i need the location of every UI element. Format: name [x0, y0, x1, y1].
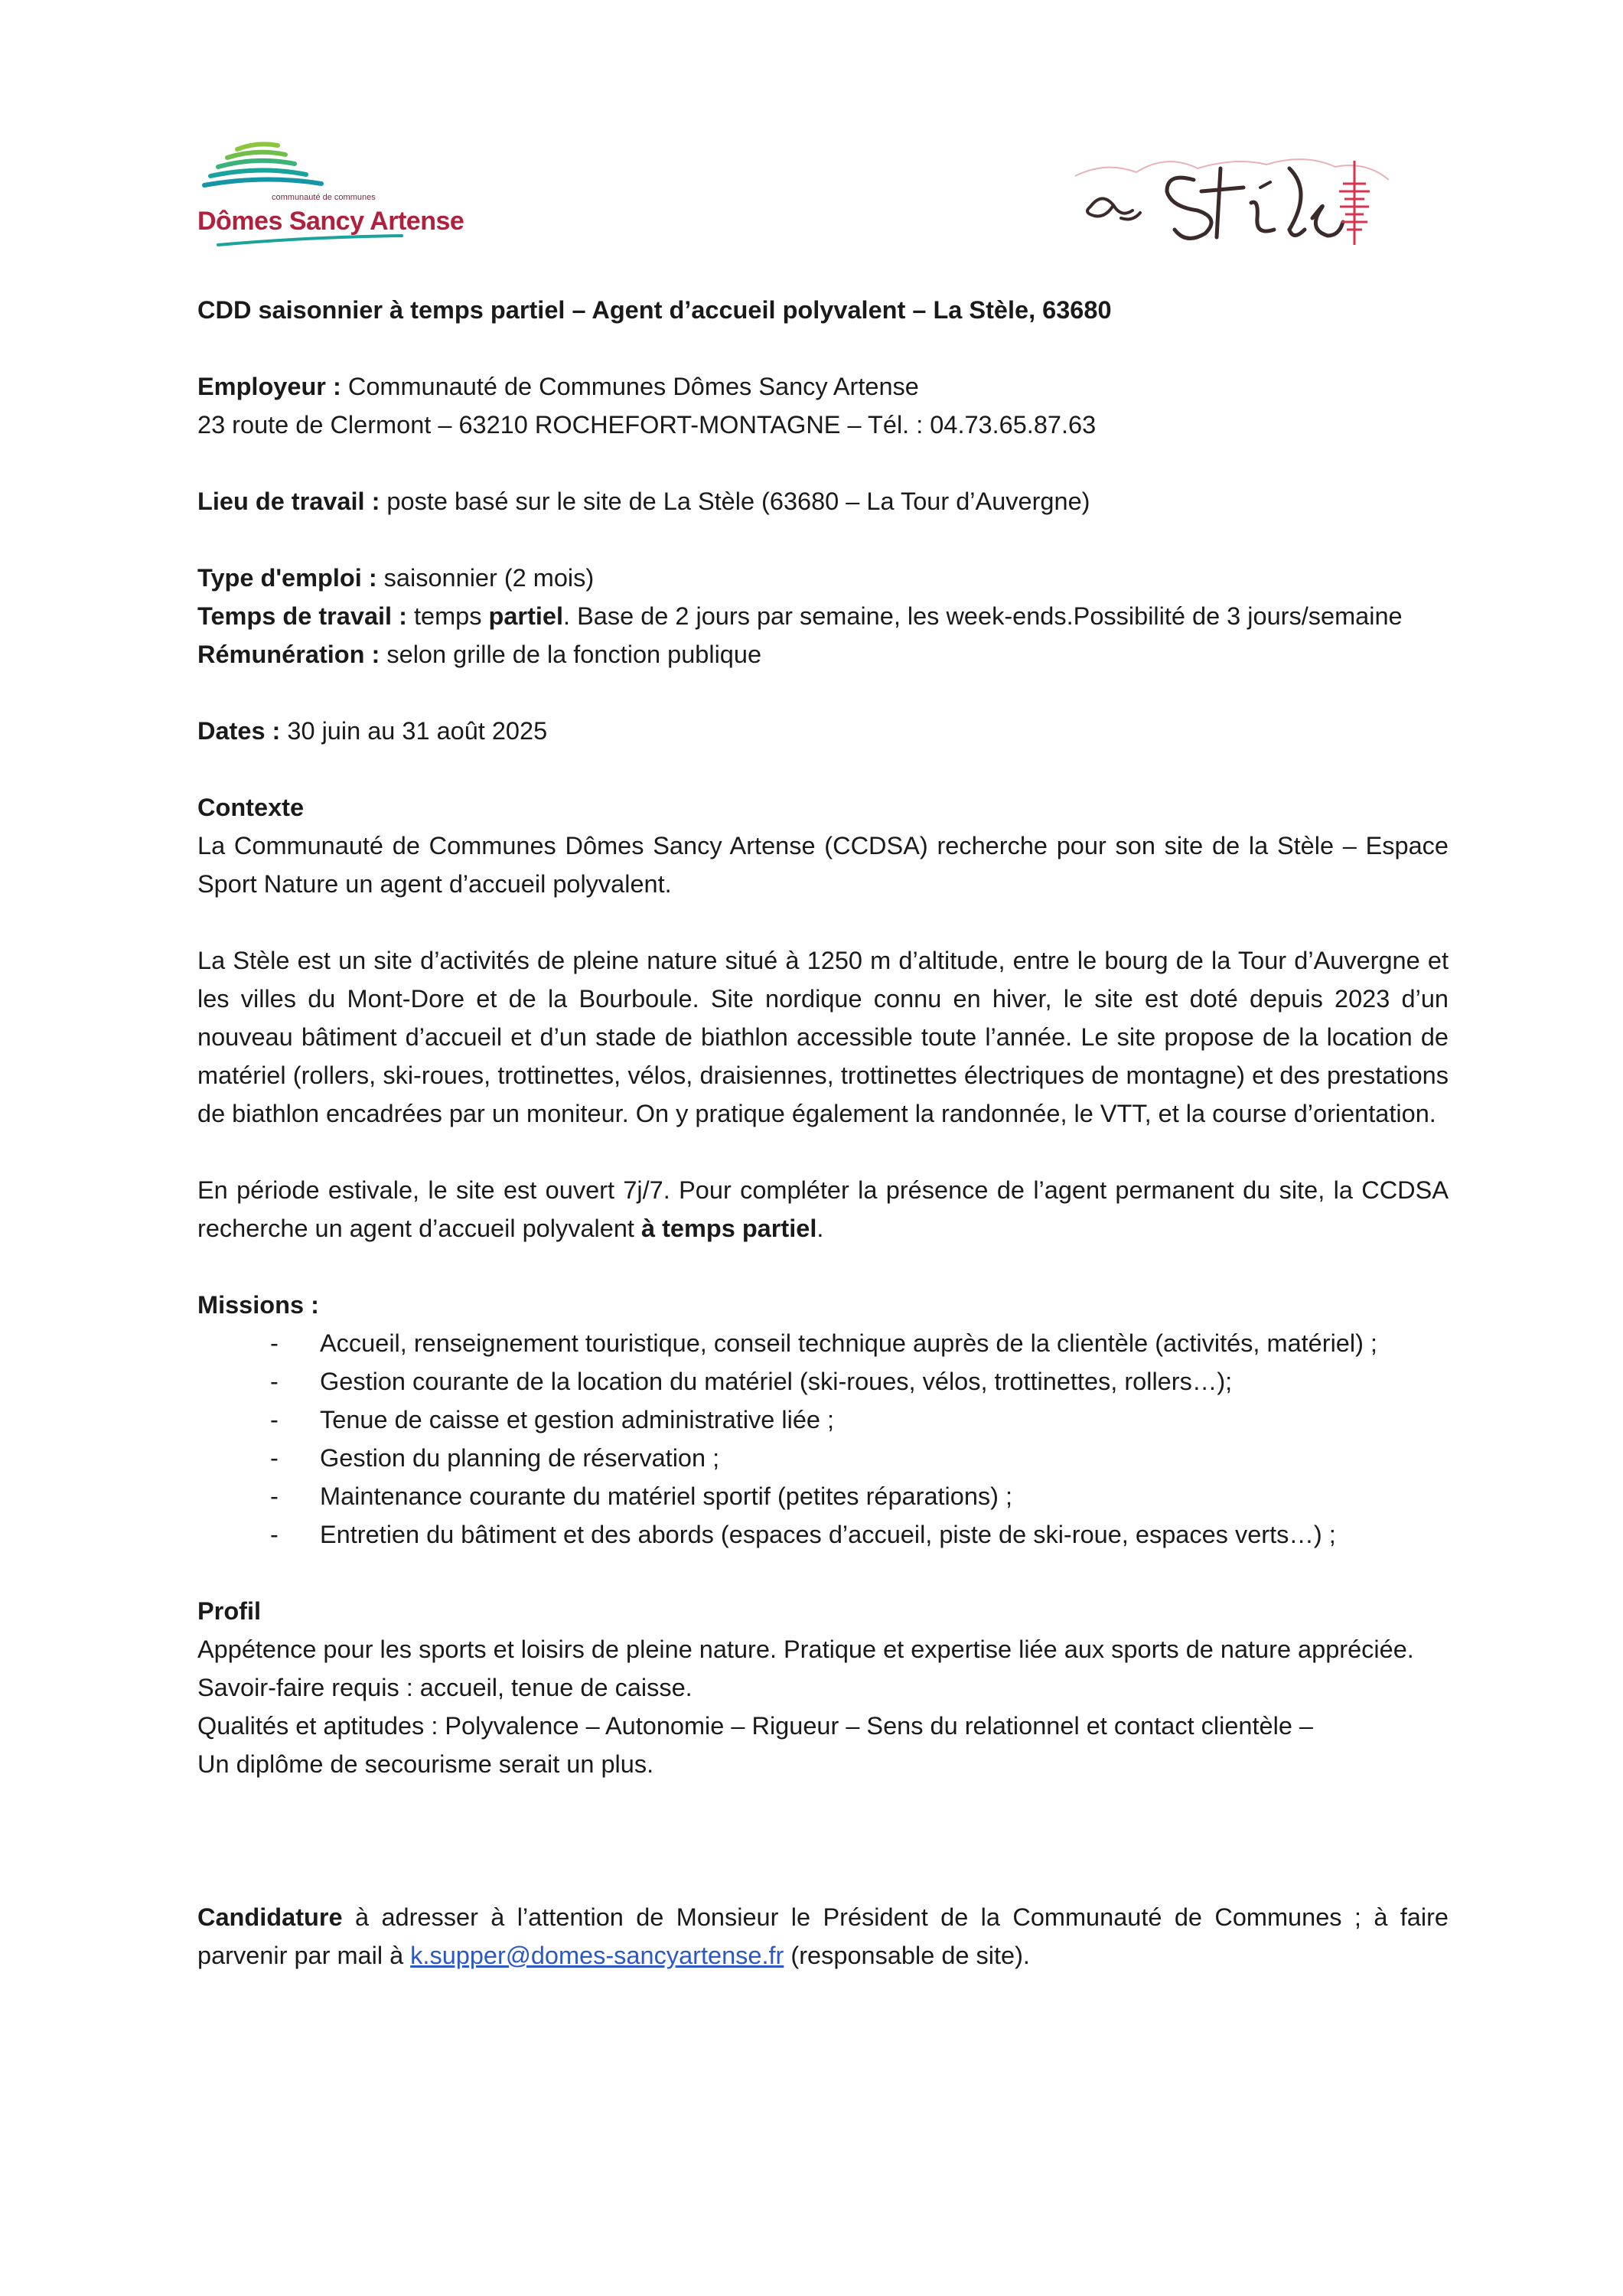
work-time-label: Temps de travail :	[197, 602, 407, 630]
job-type-line	[197, 559, 1449, 597]
missions-heading: Missions :	[197, 1291, 319, 1319]
application-text-b: (responsable de site).	[784, 1942, 1030, 1969]
dates-line	[197, 712, 1449, 750]
job-type-value: saisonnier (2 mois)	[376, 564, 595, 592]
list-bullet: -	[270, 1521, 279, 1548]
list-item-text: Entretien du bâtiment et des abords (espaces d’accueil, piste de ski-roue, espaces verts…) ;	[320, 1521, 1336, 1548]
work-time-value-a: temps	[406, 602, 489, 630]
pay-line	[197, 635, 1449, 673]
profile-heading: Profil	[197, 1597, 262, 1625]
job-type-label: Type d'emploi :	[197, 564, 377, 592]
profile-line-4: Un diplôme de secourisme serait un plus.	[197, 1750, 654, 1778]
profile-line-2: Savoir-faire requis : accueil, tenue de caisse.	[197, 1674, 693, 1701]
list-item-text: Accueil, renseignement touristique, conseil technique auprès de la clientèle (activités, matériel) ;	[320, 1329, 1377, 1357]
list-bullet: -	[270, 1444, 279, 1472]
dsa-logo-name: Dômes Sancy Artense	[197, 207, 464, 236]
workplace-label: Lieu de travail :	[197, 488, 380, 515]
stele-logo	[1060, 145, 1396, 260]
list-item	[197, 1515, 1449, 1554]
work-time-value-bold: partiel	[488, 602, 564, 630]
profile-line-1: Appétence pour les sports et loisirs de pleine nature. Pratique et expertise liée aux sports de nature appréciée.	[197, 1636, 1414, 1663]
list-bullet: -	[270, 1329, 279, 1357]
pay-label: Rémunération :	[197, 641, 380, 668]
profile-line-3: Qualités et aptitudes : Polyvalence – Autonomie – Rigueur – Sens du relationnel et contact clientèle –	[197, 1712, 1313, 1740]
list-item	[197, 1362, 1449, 1401]
list-item	[197, 1401, 1449, 1439]
context-p3-b: .	[816, 1215, 824, 1242]
document-body	[197, 291, 1449, 1975]
context-paragraph-2: La Stèle est un site d’activités de pleine nature situé à 1250 m d’altitude, entre le bourg de la Tour d’Auvergne et les villes du Mont-Dore et de la Bourboule. Site nordique connu en hiver, le site est doté depuis 2023 d’un nouveau bâtiment d’accueil et d’un stade de biathlon accessible toute l’année. Le site propose de la location de matériel (rollers, ski-roues, trottinettes, vélos, draisiennes, trottinettes électriques de montagne) et des prestations de biathlon encadrées par un moniteur. On y pratique également la randonnée, le VTT, et la course d’orientation.	[197, 947, 1449, 1127]
context-heading: Contexte	[197, 794, 305, 821]
list-item-text: Gestion du planning de réservation ;	[320, 1444, 720, 1472]
employer-label: Employeur :	[197, 373, 341, 400]
list-bullet: -	[270, 1482, 279, 1510]
list-item-text: Gestion courante de la location du matériel (ski-roues, vélos, trottinettes, rollers…);	[320, 1368, 1233, 1395]
missions-list	[197, 1324, 1449, 1554]
context-p3-a: En période estivale, le site est ouvert 7j/7. Pour compléter la présence de l’agent permanent du site, la CCDSA recherche un agent d’accueil polyvalent	[197, 1176, 1449, 1242]
email-link[interactable]: k.supper@domes-sancyartense.fr	[410, 1942, 784, 1969]
context-paragraph-1: La Communauté de Communes Dômes Sancy Artense (CCDSA) recherche pour son site de la Stèle – Espace Sport Nature un agent d’accueil polyvalent.	[197, 832, 1449, 898]
pay-value: selon grille de la fonction publique	[380, 641, 762, 668]
application-text-a: à adresser à l’attention de Monsieur le Président de la Communauté de Communes ; à faire parvenir par mail à	[197, 1903, 1449, 1969]
list-item	[197, 1324, 1449, 1362]
work-time-line	[197, 597, 1449, 635]
application-label: Candidature	[197, 1903, 343, 1931]
dates-value: 30 juin au 31 août 2025	[280, 717, 548, 745]
list-item-text: Maintenance courante du matériel sportif (petites réparations) ;	[320, 1482, 1013, 1510]
list-item	[197, 1439, 1449, 1477]
stele-logo-mark	[1060, 145, 1396, 260]
job-title: CDD saisonnier à temps partiel – Agent d’accueil polyvalent – La Stèle, 63680	[197, 296, 1112, 324]
workplace-value: poste basé sur le site de La Stèle (63680 – La Tour d’Auvergne)	[380, 488, 1090, 515]
list-bullet: -	[270, 1406, 279, 1433]
context-paragraph-3	[197, 1171, 1449, 1247]
list-item-text: Tenue de caisse et gestion administrative liée ;	[320, 1406, 835, 1433]
work-time-value-b: . Base de 2 jours par semaine, les week-ends.Possibilité de 3 jours/semaine	[563, 602, 1403, 630]
workplace-line	[197, 482, 1449, 520]
context-p3-bold: à temps partiel	[640, 1215, 817, 1242]
employer-line	[197, 367, 1449, 406]
list-item	[197, 1477, 1449, 1515]
employer-value: Communauté de Communes Dômes Sancy Artense	[341, 373, 919, 400]
dsa-logo	[195, 138, 464, 253]
list-bullet: -	[270, 1368, 279, 1395]
application-paragraph	[197, 1898, 1449, 1975]
employer-address: 23 route de Clermont – 63210 ROCHEFORT-MONTAGNE – Tél. : 04.73.65.87.63	[197, 411, 1097, 439]
dates-label: Dates :	[197, 717, 281, 745]
dsa-logo-subtitle: communauté de communes	[272, 193, 376, 202]
